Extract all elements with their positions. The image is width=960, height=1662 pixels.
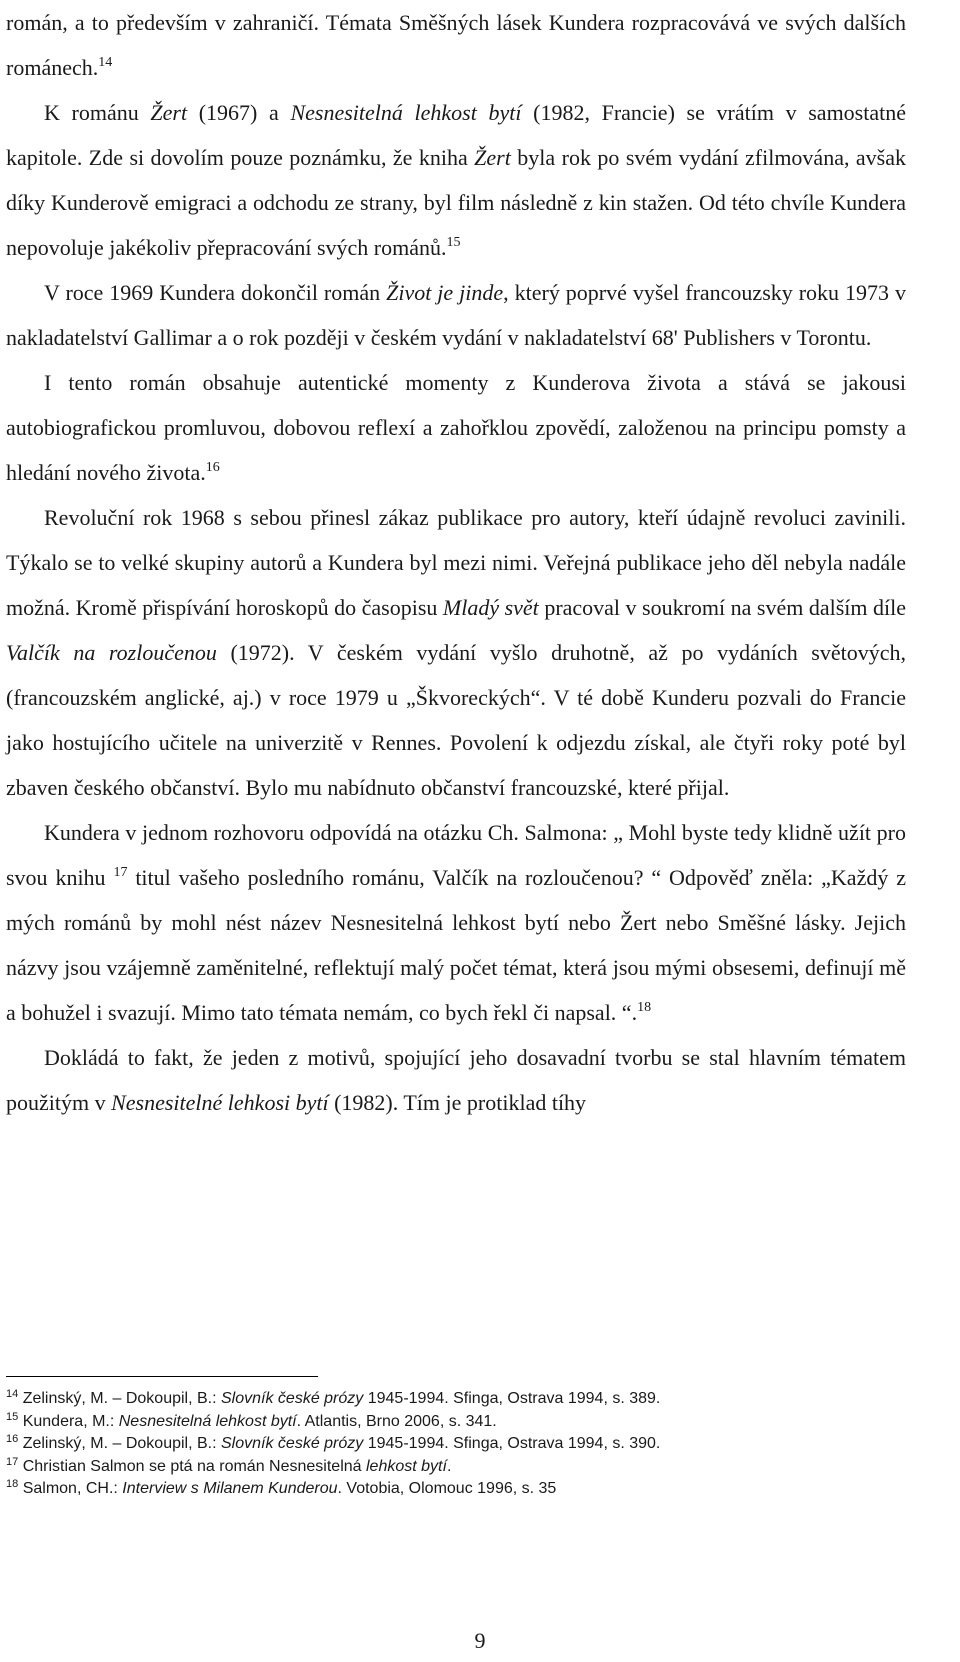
paragraph-3: V roce 1969 Kundera dokončil román Život je jinde, který poprvé vyšel francouzsky roku 1973 v nakladatelství Gallimar a o rok později v českém vydání v nakladatelství 68' Publishers v Torontu. <box>6 280 906 350</box>
paragraph-5: Revoluční rok 1968 s sebou přinesl zákaz publikace pro autory, kteří údajně revoluci zavinili. Týkalo se to velké skupiny autorů a Kundera byl mezi nimi. Veřejná publikace jeho děl nebyla nadále možná. Kromě přispívání horoskopů do časopisu Mladý svět pracoval v soukromí na svém dalším díle Valčík na rozloučenou (1972). V českém vydání vyšlo druhotně, až po vydáních světových, (francouzském anglické, aj.) v roce 1979 u „Škvoreckých“. V té době Kunderu pozvali do Francie jako hostujícího učitele na univerzitě v Rennes. Povolení k odjezdu získal, ale čtyři roky poté byl zbaven českého občanství. Bylo mu nabídnuto občanství francouzské, které přijal. <box>6 505 907 800</box>
footnote-15: $^{15}$ Kundera, M.: Nesnesitelná lehkost bytí. Atlantis, Brno 2006, s. 341. <box>6 1410 497 1430</box>
footnote-ref-17: 17 <box>113 865 128 880</box>
paragraph-7: Dokládá to fakt, že jeden z motivů, spojující jeho dosavadní tvorbu se stal hlavním tématem použitým v Nesnesitelné lehkosi bytí (1982). Tím je protiklad tíhy <box>6 1045 906 1115</box>
paragraph-2: K románu Žert (1967) a Nesnesitelná lehkost bytí (1982, Francie) se vrátím v samostatné kapitole. Zde si dovolím pouze poznámku, že kniha Žert byla rok po svém vydání zfilmována, avšak díky Kunderově emigraci a odchodu ze strany, byl film následně z kin stažen. Od této chvíle Kundera nepovoluje jakékoliv přepracování svých románů.$^{15}$ <box>6 100 906 260</box>
footnote-ref-14: 14 <box>98 55 113 70</box>
footnote-separator <box>6 1376 318 1377</box>
body-text <box>6 0 906 1125</box>
footnote-18: $^{18}$ Salmon, CH.: Interview s Milanem Kunderou. Votobia, Olomouc 1996, s. 35 <box>6 1478 557 1497</box>
footnote-14: $^{14}$ Zelinský, M. – Dokoupil, B.: Slovník české prózy 1945-1994. Sfinga, Ostrava 1994, s. 389. <box>6 1388 661 1407</box>
footnote-17: $^{17}$ Christian Salmon se ptá na román Nesnesitelná lehkost bytí. <box>6 1455 452 1475</box>
page-number: 9 <box>474 1628 486 1653</box>
footnote-ref-15: 15 <box>446 235 461 250</box>
footnote-ref-16: 16 <box>205 460 220 475</box>
paragraph-1: román, a to především v zahraničí. Témata Směšných lásek Kundera rozpracovává ve svých dalších románech.$^{14}$ <box>6 10 906 80</box>
paragraph-4: I tento román obsahuje autentické momenty z Kunderova života a stává se jakousi autobiografickou promluvou, dobovou reflexí a zahořklou zpovědí, založenou na principu pomsty a hledání nového života.$^{16}$ <box>6 370 906 485</box>
paragraph-6: Kundera v jednom rozhovoru odpovídá na otázku Ch. Salmona: „ Mohl byste tedy klidně užít pro svou knihu $^{17}$ titul vašeho posledního románu, Valčík na rozloučenou? “ Odpověď zněla: „Každý z mých románů by mohl nést název Nesnesitelná lehkost bytí nebo Žert nebo Směšné lásky. Jejich názvy jsou vzájemně zaměnitelné, reflektují malý počet témat, která jsou mými obsesemi, definují mě a bohužel i svazují. Mimo tato témata nemám, co bych řekl či napsal. “.$^{18}$ <box>6 820 906 1025</box>
footnote-ref-18: 18 <box>637 1000 652 1015</box>
footnote-16: $^{16}$ Zelinský, M. – Dokoupil, B.: Slovník české prózy 1945-1994. Sfinga, Ostrava 1994, s. 390. <box>6 1433 661 1452</box>
footnotes <box>6 1388 906 1501</box>
